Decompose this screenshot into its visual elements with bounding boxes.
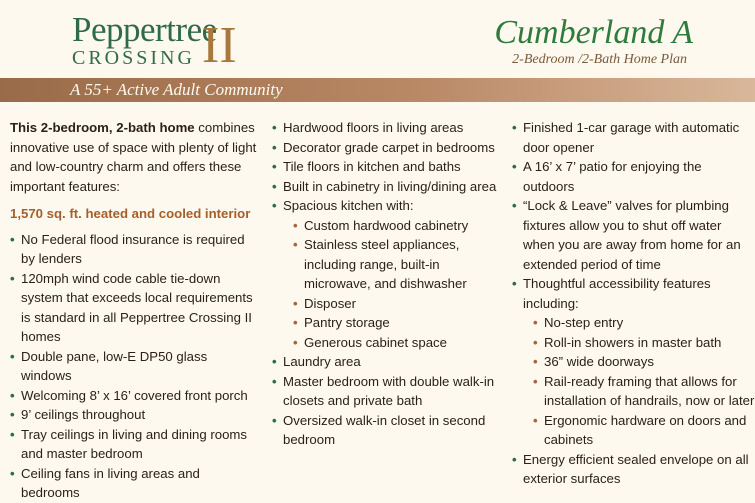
sub-list-item: • Ergonomic hardware on doors and cabinets <box>533 411 755 450</box>
list-item: • Laundry area <box>272 352 504 372</box>
sub-list-item: • Generous cabinet space <box>293 333 504 353</box>
feature-list-middle <box>272 118 504 450</box>
kitchen-heading: Spacious kitchen with: <box>283 198 414 213</box>
plan-heading <box>494 14 693 68</box>
list-item: • 9’ ceilings throughout <box>10 405 260 425</box>
banner <box>0 78 755 102</box>
intro-text: combines innovative use of space with plenty of light and low-country charm and offers these important features: <box>10 120 257 194</box>
logo-roman: II <box>202 17 237 74</box>
square-footage: 1,570 sq. ft. heated and cooled interior <box>10 206 251 221</box>
sub-list-item: • No-step entry <box>533 313 755 333</box>
list-item <box>512 274 755 450</box>
logo <box>72 10 237 74</box>
list-item: • Oversized walk-in closet in second bedroom <box>272 411 504 450</box>
intro-lead: This 2-bedroom, 2-bath home <box>10 120 195 135</box>
sub-list-item: • Stainless steel appliances, including range, built-in microwave, and dishwasher <box>293 235 504 294</box>
banner-text: A 55+ Active Adult Community <box>70 80 283 99</box>
list-item: • Ceiling fans in living areas and bedrooms <box>10 464 260 503</box>
list-item: • Hardwood floors in living areas <box>272 118 504 138</box>
logo-sub: CROSSING <box>72 47 195 69</box>
sub-list-item: • Pantry storage <box>293 313 504 333</box>
sub-list-item: • 36” wide doorways <box>533 352 755 372</box>
list-item: • No Federal flood insurance is required by lenders <box>10 230 260 269</box>
sub-list-item: • Disposer <box>293 294 504 314</box>
intro-paragraph <box>10 118 260 196</box>
list-item: • Decorator grade carpet in bedrooms <box>272 138 504 158</box>
plan-subtitle: 2-Bedroom /2-Bath Home Plan <box>512 52 687 67</box>
list-item <box>272 196 504 352</box>
logo-main: Peppertree <box>72 10 217 49</box>
list-item: • Welcoming 8’ x 16’ covered front porch <box>10 386 260 406</box>
kitchen-sublist <box>293 216 504 353</box>
column-middle <box>272 118 504 450</box>
accessibility-heading: Thoughtful accessibility features including: <box>523 276 711 311</box>
list-item: • Master bedroom with double walk-in closets and private bath <box>272 372 504 411</box>
list-item: • 120mph wind code cable tie-down system that exceeds local requirements is standard in all Peppertree Crossing II homes <box>10 269 260 347</box>
column-right <box>512 118 755 489</box>
list-item: • Tray ceilings in living and dining rooms and master bedroom <box>10 425 260 464</box>
feature-list-right <box>512 118 755 489</box>
sub-list-item: • Custom hardwood cabinetry <box>293 216 504 236</box>
list-item: • “Lock & Leave” valves for plumbing fixtures allow you to shut off water when you are away from home for an extended period of time <box>512 196 755 274</box>
sub-list-item: • Roll-in showers in master bath <box>533 333 755 353</box>
list-item: • Energy efficient sealed envelope on all exterior surfaces <box>512 450 755 489</box>
column-left <box>10 118 260 503</box>
plan-title: Cumberland A <box>494 14 693 51</box>
sub-list-item: • Rail-ready framing that allows for installation of handrails, now or later <box>533 372 755 411</box>
feature-list-left <box>10 230 260 503</box>
list-item: • Built in cabinetry in living/dining area <box>272 177 504 197</box>
list-item: • A 16’ x 7’ patio for enjoying the outdoors <box>512 157 755 196</box>
header <box>0 0 755 78</box>
list-item: • Tile floors in kitchen and baths <box>272 157 504 177</box>
list-item: • Finished 1-car garage with automatic door opener <box>512 118 755 157</box>
list-item: • Double pane, low-E DP50 glass windows <box>10 347 260 386</box>
accessibility-sublist <box>533 313 755 450</box>
